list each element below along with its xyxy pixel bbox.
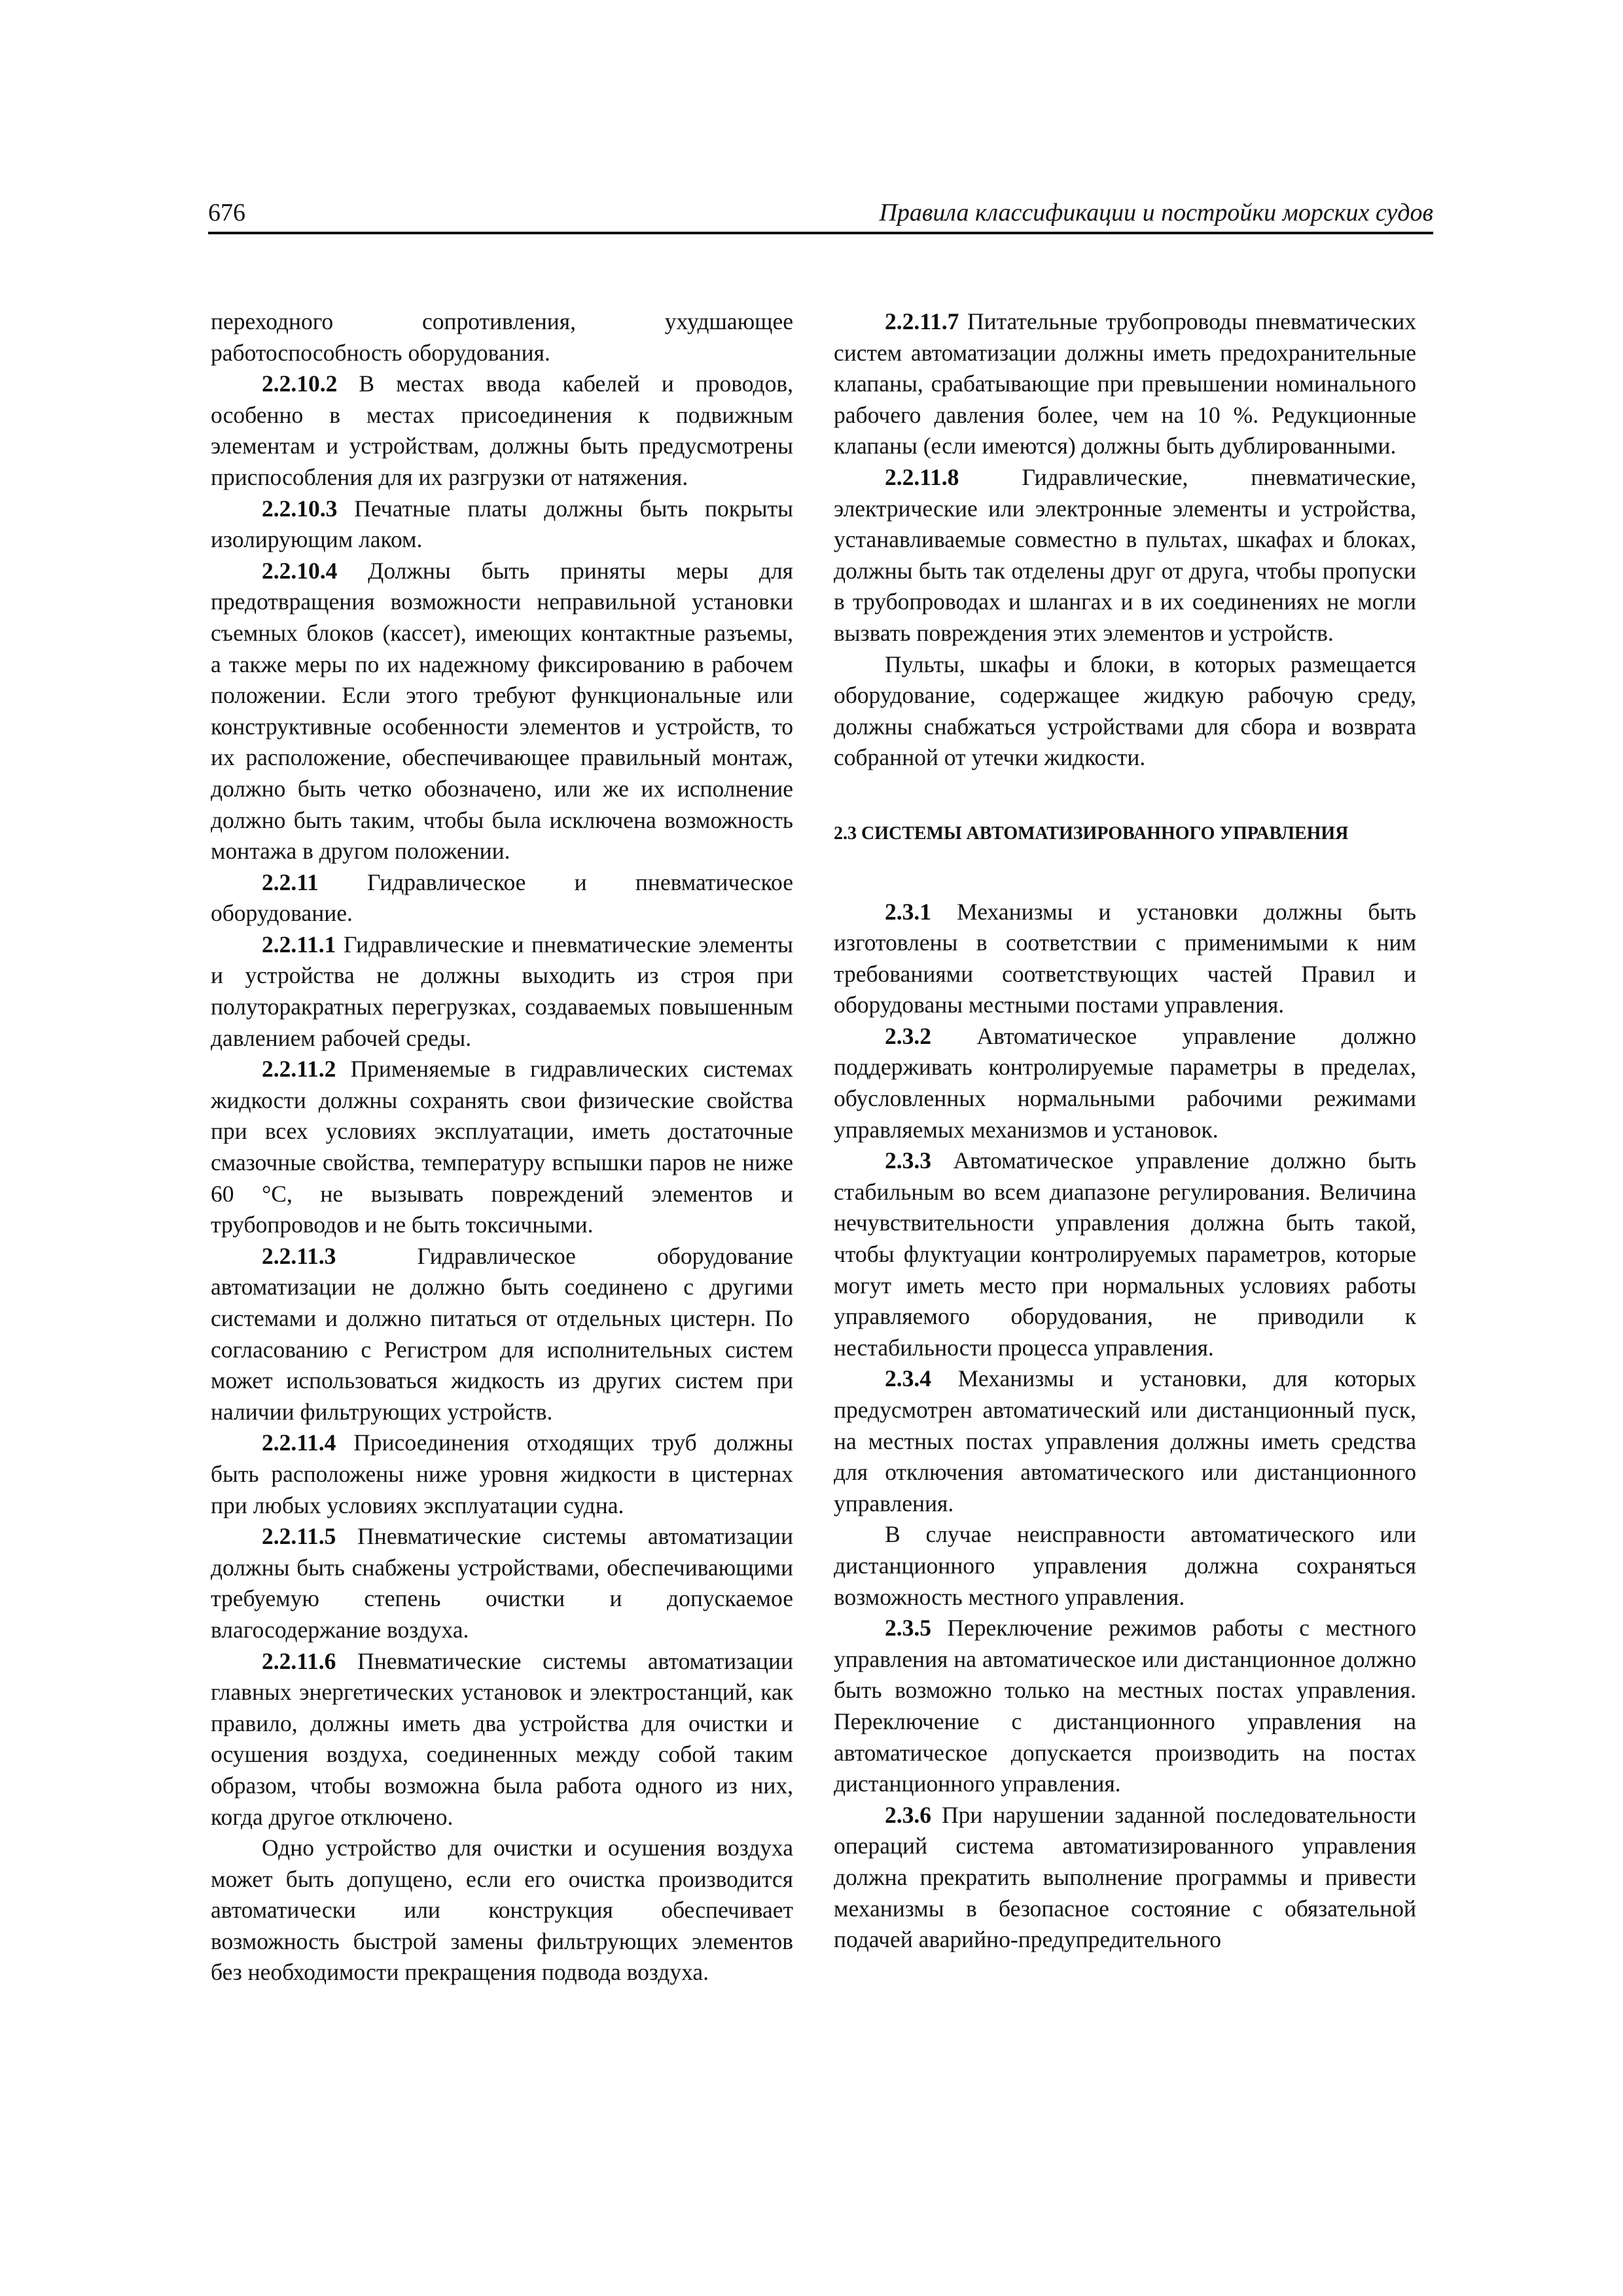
paragraph bbox=[211, 368, 793, 493]
paragraph bbox=[834, 1613, 1416, 1800]
paragraph bbox=[211, 493, 793, 556]
paragraph bbox=[834, 897, 1416, 1021]
paragraph bbox=[834, 1145, 1416, 1363]
paragraph-text: Гидравлические и пневматические элементы и устройства не должны выходить из строя при полуторакратных перегрузках, создаваемых повышенным давлением рабочей среды. bbox=[211, 931, 793, 1051]
paragraph bbox=[211, 556, 793, 867]
paragraph-text: Переключение режимов работы с местного управления на автоматическое или дистанционное должно быть возможно только на местных постах управления. Переключение с дистанционного управления на автоматическое допускается производить на постах дистанционного управления. bbox=[834, 1615, 1416, 1797]
paragraph-text: Применяемые в гидравлических системах жидкости должны сохранять свои физические свойства при всех условиях эксплуатации, иметь достаточные смазочные свойства, температуру вспышки паров не ниже 60 °С, не вызывать повреждений элементов и трубопроводов и не быть токсичными. bbox=[211, 1056, 793, 1238]
clause-number: 2.3.5 bbox=[885, 1615, 931, 1641]
clause-number: 2.2.11.4 bbox=[262, 1429, 336, 1456]
clause-number: 2.3.4 bbox=[885, 1365, 931, 1392]
paragraph bbox=[834, 1363, 1416, 1519]
clause-number: 2.2.11.7 bbox=[885, 308, 959, 334]
paragraph bbox=[834, 306, 1416, 462]
paragraph-text: Гидравлическое оборудование автоматизации не должно быть соединено с другими системами и должно питаться от отдельных цистерн. По согласованию с Регистром для исполнительных систем может использоваться жидкость из других систем при наличии фильтрующих устройств. bbox=[211, 1242, 793, 1425]
page-header bbox=[208, 199, 1433, 230]
paragraph-text: В случае неисправности автоматического или дистанционного управления должна сохраняться возможность местного управления. bbox=[834, 1521, 1416, 1610]
clause-number: 2.2.11.3 bbox=[262, 1242, 336, 1269]
paragraph-text: Автоматическое управление должно быть стабильным во всем диапазоне регулирования. Величина нечувствительности управления должна быть такой, чтобы флуктуации контролируемых параметров, которые могут иметь место при нормальных условиях работы управляемого оборудования, не приводили к нестабильности процесса управления. bbox=[834, 1147, 1416, 1361]
page-number: 676 bbox=[208, 199, 245, 226]
header-rule bbox=[208, 232, 1433, 234]
paragraph bbox=[211, 929, 793, 1054]
clause-number: 2.2.10.4 bbox=[262, 557, 338, 584]
paragraph bbox=[211, 1054, 793, 1241]
paragraph bbox=[211, 1241, 793, 1428]
clause-number: 2.2.11.2 bbox=[262, 1056, 336, 1083]
clause-number: 2.3.6 bbox=[885, 1801, 931, 1828]
paragraph-text: Пульты, шкафы и блоки, в которых размещается оборудование, содержащее жидкую рабочую среду, должны снабжаться устройствами для сбора и возврата собранной от утечки жидкости. bbox=[834, 651, 1416, 771]
paragraph-text: Гидравлическое и пневматическое оборудование. bbox=[211, 869, 793, 927]
paragraph-text: переходного сопротивления, ухудшающее работоспособность оборудования. bbox=[211, 308, 793, 366]
paragraph-text: Печатные платы должны быть покрыты изолирующим лаком. bbox=[211, 495, 793, 553]
clause-number: 2.3.1 bbox=[885, 898, 931, 925]
paragraph-text: Пневматические системы автоматизации главных энергетических установок и электростанций, как правило, должны иметь два устройства для очистки и осушения воздуха, соединенных между собой таким образом, чтобы возможна была работа одного из них, когда другое отключено. bbox=[211, 1647, 793, 1830]
paragraph-text: В местах ввода кабелей и проводов, особенно в местах присоединения к подвижным элементам и устройствам, должны быть предусмотрены приспособления для их разгрузки от натяжения. bbox=[211, 370, 793, 490]
left-column bbox=[211, 306, 793, 1988]
paragraph-text: Автоматическое управление должно поддерживать контролируемые параметры в пределах, обусловленных нормальными рабочими режимами управляемых механизмов и установок. bbox=[834, 1022, 1416, 1143]
right-column bbox=[834, 306, 1416, 1956]
paragraph-text: Присоединения отходящих труб должны быть расположены ниже уровня жидкости в цистернах при любых условиях эксплуатации судна. bbox=[211, 1429, 793, 1518]
paragraph-text: Питательные трубопроводы пневматических систем автоматизации должны иметь предохранительные клапаны, срабатывающие при превышении номинального рабочего давления более, чем на 10 %. Редукционные клапаны (если имеются) должны быть дублированными. bbox=[834, 308, 1416, 459]
paragraph bbox=[211, 1646, 793, 1833]
paragraph bbox=[211, 1833, 793, 1988]
paragraph bbox=[834, 1519, 1416, 1613]
paragraph bbox=[211, 1427, 793, 1521]
running-title: Правила классификации и постройки морских судов bbox=[879, 199, 1433, 226]
paragraph-text: При нарушении заданной последовательности операций система автоматизированного управления должна прекратить выполнение программы и привести механизмы в безопасное состояние с обязательной подачей аварийно-предупредительного bbox=[834, 1801, 1416, 1953]
paragraph bbox=[834, 649, 1416, 774]
clause-number: 2.3.2 bbox=[885, 1022, 931, 1049]
clause-number: 2.2.10.3 bbox=[262, 495, 338, 522]
paragraph bbox=[834, 462, 1416, 649]
paragraph bbox=[211, 867, 793, 929]
clause-number: 2.2.11.8 bbox=[885, 463, 959, 490]
clause-number: 2.2.11.6 bbox=[262, 1647, 336, 1674]
paragraph-text: Механизмы и установки должны быть изготовлены в соответствии с применимыми к ним требованиями соответствующих частей Правил и оборудованы местными постами управления. bbox=[834, 898, 1416, 1018]
paragraph-text: Пневматические системы автоматизации должны быть снабжены устройствами, обеспечивающими требуемую степень очистки и допускаемое влагосодержание воздуха. bbox=[211, 1523, 793, 1643]
clause-number: 2.2.11.1 bbox=[262, 931, 336, 958]
clause-number: 2.2.11.5 bbox=[262, 1523, 336, 1550]
section-heading: 2.3 СИСТЕМЫ АВТОМАТИЗИРОВАННОГО УПРАВЛЕНИЯ bbox=[834, 823, 1349, 844]
clause-number: 2.2.10.2 bbox=[262, 370, 338, 397]
paragraph-text: Должны быть приняты меры для предотвращения возможности неправильной установки съемных блоков (кассет), имеющих контактные разъемы, а также меры по их надежному фиксированию в рабочем положении. Если этого требуют функциональные или конструктивные особенности элементов и устройств, то их расположение, обеспечивающее правильный монтаж, должно быть четко обозначено, или же их исполнение должно быть таким, чтобы была исключена возможность монтажа в другом положении. bbox=[211, 557, 793, 865]
clause-number: 2.2.11 bbox=[262, 869, 319, 895]
paragraph bbox=[834, 1800, 1416, 1956]
paragraph bbox=[211, 1521, 793, 1645]
paragraph bbox=[834, 1021, 1416, 1145]
paragraph-text: Гидравлические, пневматические, электрические или электронные элементы и устройства, устанавливаемые совместно в пультах, шкафах и блоках, должны быть так отделены друг от друга, чтобы пропуски в трубопроводах и шлангах и в их соединениях не могли вызвать повреждения этих элементов и устройств. bbox=[834, 463, 1416, 646]
paragraph-text: Механизмы и установки, для которых предусмотрен автоматический или дистанционный пуск, на местных постах управления должны иметь средства для отключения автоматического или дистанционного управления. bbox=[834, 1365, 1416, 1516]
clause-number: 2.3.3 bbox=[885, 1147, 931, 1174]
paragraph-text: Одно устройство для очистки и осушения воздуха может быть допущено, если его очистка производится автоматически или конструкция обеспечивает возможность быстрой замены фильтрующих элементов без необходимости прекращения подвода воздуха. bbox=[211, 1835, 793, 1986]
paragraph bbox=[211, 306, 793, 368]
